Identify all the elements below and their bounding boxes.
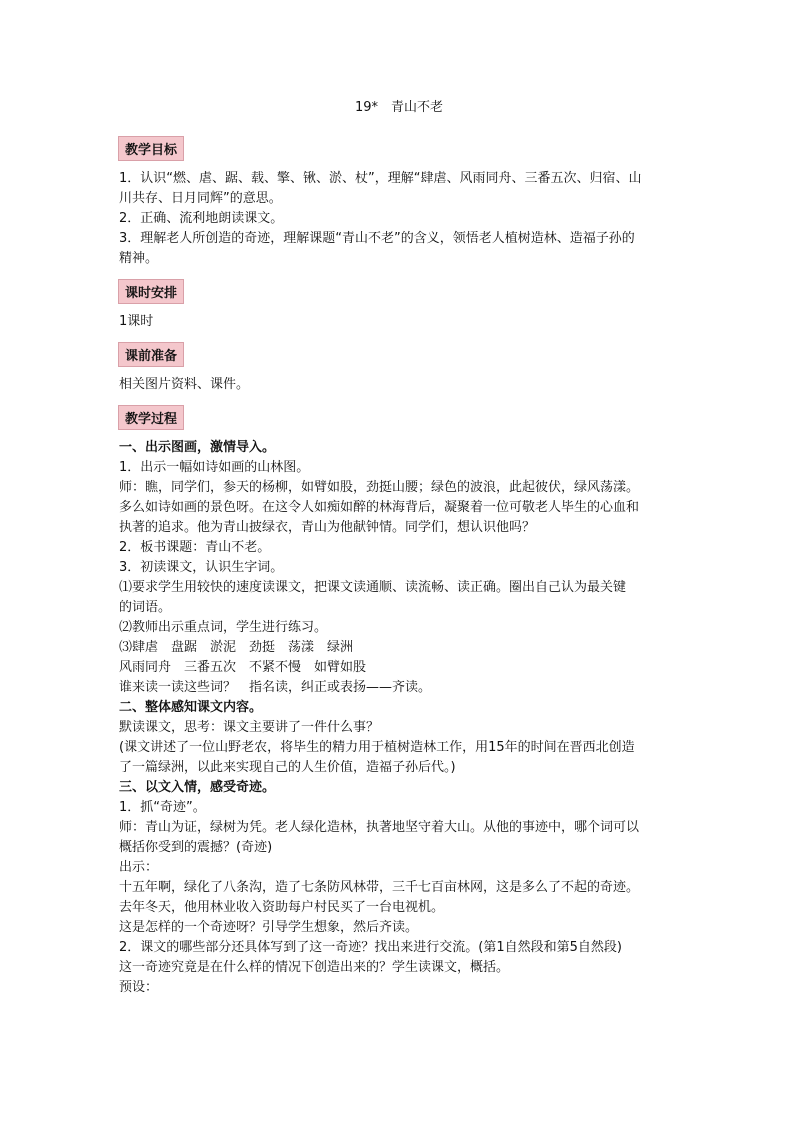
document-body [119, 98, 679, 998]
process-line: 预设： [119, 980, 159, 995]
process-line: 师：青山为证，绿树为凭。老人绿化造林，执著地坚守着大山。从他的事迹中，哪个词可以 [119, 820, 640, 835]
process-line: ⑶肆虐 盘踞 淤泥 劲挺 荡漾 绿洲 [119, 640, 354, 655]
goal-line: 川共存、日月同辉”的意思。 [119, 191, 282, 206]
process-line: ⑴要求学生用较快的速度读课文，把课文读通顺、读流畅、读正确。圈出自己认为最关键 [119, 580, 627, 595]
section-heading-prep: 课前准备 [118, 342, 184, 367]
process-line: 谁来读一读这些词？ 指名读，纠正或表扬——齐读。 [119, 680, 432, 695]
process-line: 3．初读课文，认识生字词。 [119, 560, 284, 575]
process-line: 多么如诗如画的景色呀。在这令人如痴如醉的林海背后，凝聚着一位可敬老人毕生的心血和 [119, 500, 640, 515]
process-line: 默读课文，思考：课文主要讲了一件什么事？ [119, 720, 380, 735]
process-line: (课文讲述了一位山野老农，将毕生的精力用于植树造林工作，用15年的时间在晋西北创造 [119, 740, 635, 755]
process-line: 出示： [119, 860, 159, 875]
process-list [119, 438, 679, 998]
process-line: 的词语。 [119, 600, 172, 615]
page-title: 19* 青山不老 [354, 100, 444, 115]
schedule-text: 1课时 [119, 314, 154, 329]
process-line: 1．抓“奇迹”。 [119, 800, 206, 815]
section-heading-schedule: 课时安排 [118, 279, 184, 304]
goal-line: 3．理解老人所创造的奇迹，理解课题“青山不老”的含义，领悟老人植树造林、造福子孙的 [119, 231, 635, 246]
process-line: 去年冬天，他用林业收入资助每户村民买了一台电视机。 [119, 900, 445, 915]
process-line: 风雨同舟 三番五次 不紧不慢 如臂如股 [119, 660, 367, 675]
process-line: 这是怎样的一个奇迹呀？引导学生想象，然后齐读。 [119, 920, 419, 935]
section-heading-goals: 教学目标 [118, 136, 184, 161]
process-line: 十五年啊，绿化了八条沟，造了七条防风林带，三千七百亩林网，这是多么了不起的奇迹。 [119, 880, 640, 895]
process-heading: 三、以文入情，感受奇迹。 [119, 780, 276, 795]
goals-list [119, 169, 679, 269]
process-heading: 二、整体感知课文内容。 [119, 700, 263, 715]
section-heading-process: 教学过程 [118, 405, 184, 430]
process-line: 1．出示一幅如诗如画的山林图。 [119, 460, 310, 475]
goal-line: 精神。 [119, 251, 159, 266]
process-line: 执著的追求。他为青山披绿衣，青山为他献钟情。同学们，想认识他吗？ [119, 520, 536, 535]
process-line: 概括你受到的震撼？(奇迹) [119, 840, 273, 855]
process-line: 这一奇迹究竟是在什么样的情况下创造出来的？学生读课文，概括。 [119, 960, 510, 975]
prep-text: 相关图片资料、课件。 [119, 377, 250, 392]
process-line: ⑵教师出示重点词，学生进行练习。 [119, 620, 328, 635]
process-line: 师：瞧，同学们，参天的杨柳，如臂如股，劲挺山腰；绿色的波浪，此起彼伏，绿风荡漾。 [119, 480, 640, 495]
process-line: 2．课文的哪些部分还具体写到了这一奇迹？找出来进行交流。(第1自然段和第5自然段) [119, 940, 622, 955]
process-line: 2．板书课题：青山不老。 [119, 540, 271, 555]
process-heading: 一、出示图画，激情导入。 [119, 440, 276, 455]
goal-line: 2．正确、流利地朗读课文。 [119, 211, 284, 226]
process-line: 了一篇绿洲，以此来实现自己的人生价值，造福子孙后代。) [119, 760, 456, 775]
goal-line: 1．认识“燃、虐、踞、载、擎、锹、淤、杖”，理解“肆虐、风雨同舟、三番五次、归宿、山 [119, 171, 642, 186]
